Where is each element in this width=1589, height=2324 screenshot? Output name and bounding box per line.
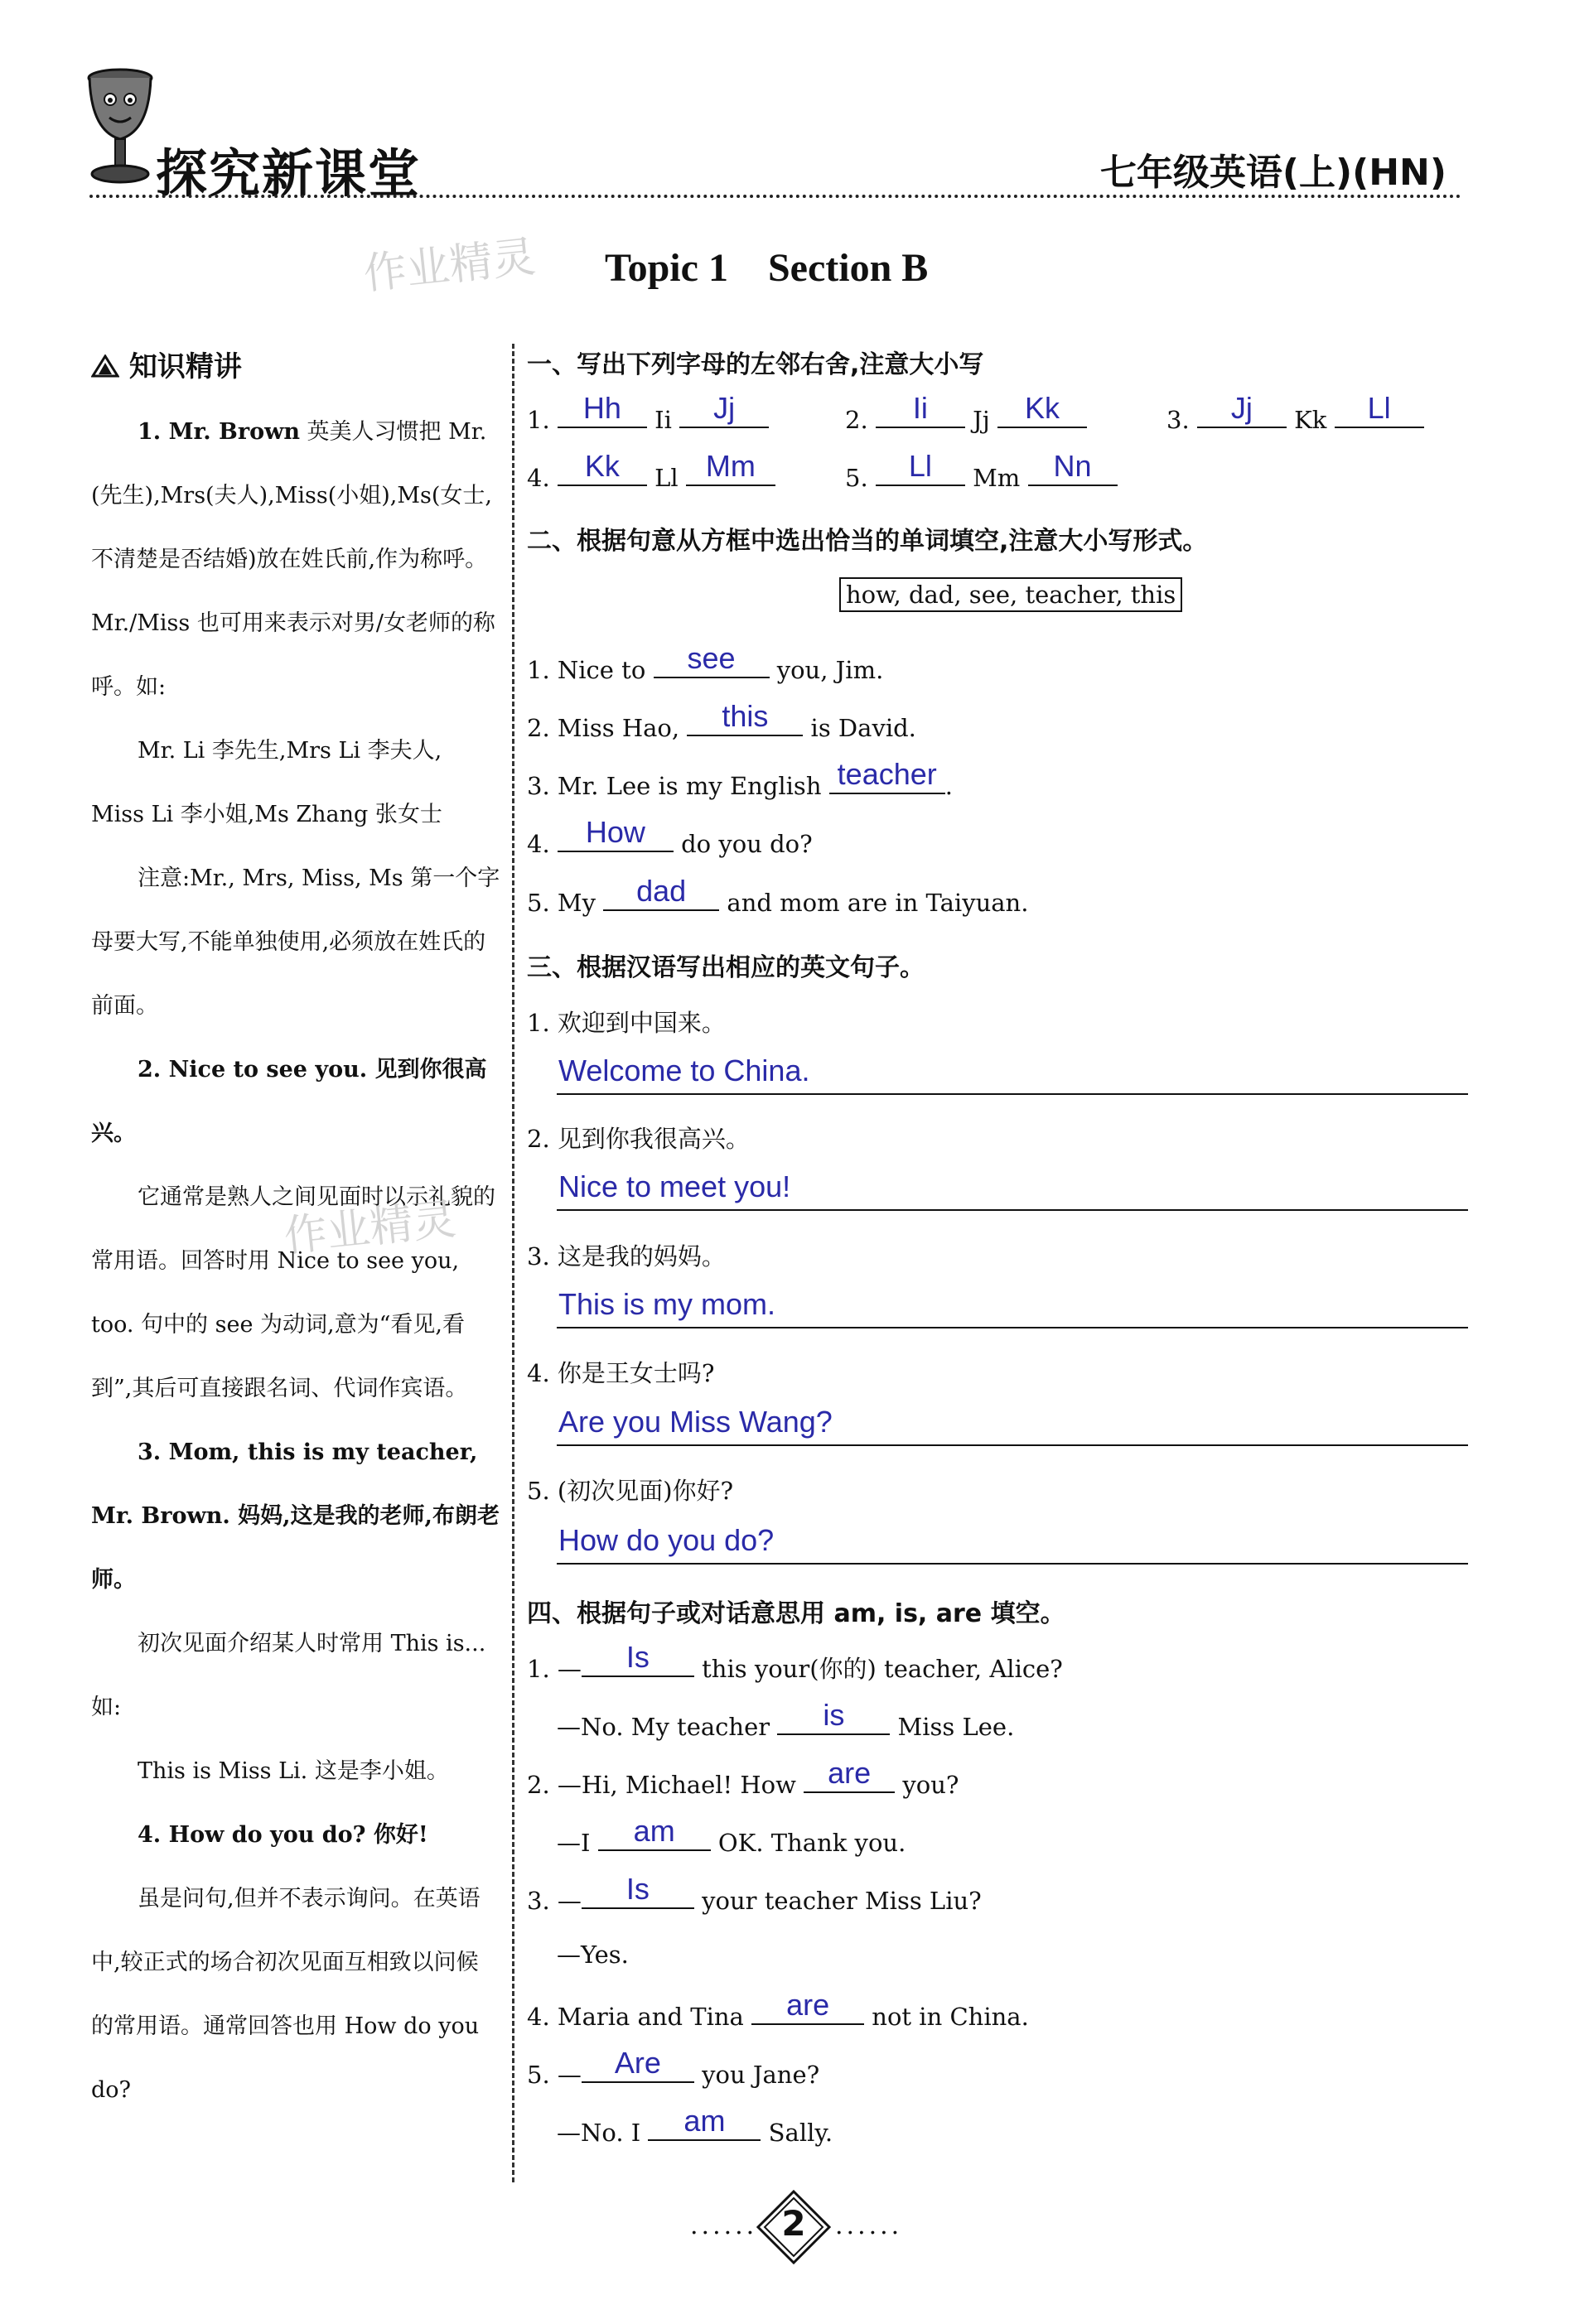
verb-q4: 4. Maria and Tina are not in China. bbox=[527, 1988, 1029, 2031]
note-4-head: 4. How do you do? 你好! bbox=[138, 1822, 428, 1848]
verb-q1: 1. — Is this your(你的) teacher, Alice? bbox=[527, 1640, 1063, 1683]
answer-blank[interactable]: How bbox=[558, 826, 674, 852]
knowledge-heading bbox=[91, 344, 242, 384]
fill-q5: 5. My dad and mom are in Taiyuan. bbox=[527, 874, 1029, 917]
translate-q2: 2. 见到你我很高兴。 bbox=[527, 1125, 750, 1153]
note-caution: 注意:Mr., Mrs, Miss, Ms 第一个字母要大写,不能单独使用,必须放在姓氏的前面。 bbox=[91, 865, 500, 1019]
example-1b: Miss Li 李小姐,Ms Zhang 张女士 bbox=[91, 802, 442, 827]
answer-blank[interactable]: Ll bbox=[1335, 402, 1424, 428]
verb-q2: 2. —Hi, Michael! How are you? bbox=[527, 1756, 959, 1799]
answer-blank[interactable]: Jj bbox=[679, 402, 769, 428]
answer-blank[interactable]: Hh bbox=[558, 402, 647, 428]
watermark-2: 作业精灵 bbox=[282, 1194, 459, 1262]
letters-q3: 3. Jj Kk Ll bbox=[1166, 402, 1424, 434]
answer-blank[interactable]: am bbox=[598, 1825, 711, 1851]
example-3: This is Miss Li. 这是李小姐。 bbox=[138, 1758, 449, 1784]
fill-q3: 3. Mr. Lee is my English teacher . bbox=[527, 757, 953, 800]
watermark: 作业精灵 bbox=[361, 232, 539, 300]
brand-title: 探究新课堂 bbox=[156, 143, 422, 204]
answer-blank[interactable]: are bbox=[751, 1999, 864, 2025]
answer-line[interactable]: Nice to meet you! bbox=[557, 1173, 1468, 1211]
trophy-logo-icon bbox=[83, 65, 157, 189]
answer-blank[interactable]: Ll bbox=[876, 460, 965, 486]
verb-q3: 3. — Is your teacher Miss Liu? bbox=[527, 1872, 982, 1915]
column-divider bbox=[512, 344, 514, 2182]
answer-line[interactable]: This is my mom. bbox=[557, 1290, 1468, 1328]
note-3-head: 3. Mom, this is my teacher, Mr. Brown. 妈妈,这是我的老师,布朗老师。 bbox=[91, 1439, 500, 1593]
translate-q3: 3. 这是我的妈妈。 bbox=[527, 1242, 726, 1270]
note-2-head: 2. Nice to see you. 见到你很高兴。 bbox=[91, 1057, 487, 1146]
page-title: Topic 1 Section B bbox=[605, 246, 929, 290]
section-1-heading: 一、写出下列字母的左邻右舍,注意大小写 bbox=[527, 350, 984, 379]
answer-blank[interactable]: Ii bbox=[876, 402, 965, 428]
page-dots-right: ...... bbox=[835, 2211, 903, 2240]
answer-blank[interactable]: is bbox=[777, 1709, 890, 1735]
example-1a: Mr. Li 李先生,Mrs Li 李夫人, bbox=[138, 738, 442, 764]
answer-blank[interactable]: teacher bbox=[829, 768, 945, 794]
page-number: 2 bbox=[781, 2203, 806, 2244]
grade-label: 七年级英语(上)(HN) bbox=[1099, 152, 1447, 194]
note-2-text: 它通常是熟人之间见面时以示礼貌的常用语。回答时用 Nice to see you, too. 句中的 see 为动词,意为“看见,看到”,其后可直接跟名词、代词作宾语。 bbox=[91, 1184, 495, 1401]
letters-q2: 2. Ii Jj Kk bbox=[845, 402, 1087, 434]
fill-q1: 1. Nice to see you, Jim. bbox=[527, 641, 884, 684]
answer-blank[interactable]: am bbox=[648, 2114, 761, 2141]
answer-blank[interactable]: this bbox=[687, 710, 803, 736]
note-1: 1. Mr. Brown 英美人习惯把 Mr.(先生),Mrs(夫人),Miss(小姐),Ms(女士,不清楚是否结婚)放在姓氏前,作为称呼。Mr./Miss 也可用来表示对男/女老师的称呼。如: bbox=[91, 419, 495, 700]
verb-q3-reply: —Yes. bbox=[557, 1941, 629, 1969]
answer-blank[interactable]: Are bbox=[582, 2056, 694, 2083]
answer-blank[interactable]: Is bbox=[582, 1883, 694, 1909]
answer-blank[interactable]: Nn bbox=[1028, 460, 1118, 486]
translate-q4: 4. 你是王女士吗? bbox=[527, 1359, 715, 1387]
letters-q1: 1. Hh Ii Jj bbox=[527, 402, 769, 434]
letters-q4: 4. Kk Ll Mm bbox=[527, 460, 775, 492]
verb-q2-reply: —I am OK. Thank you. bbox=[557, 1814, 906, 1857]
note-3-text: 初次见面介绍某人时常用 This is... 如: bbox=[91, 1631, 486, 1720]
answer-blank[interactable]: Mm bbox=[686, 460, 775, 486]
translate-q5: 5. (初次见面)你好? bbox=[527, 1477, 734, 1505]
page-dots-left: ...... bbox=[690, 2211, 758, 2240]
answer-blank[interactable]: Is bbox=[582, 1651, 694, 1677]
verb-q1-reply: —No. My teacher is Miss Lee. bbox=[557, 1698, 1015, 1741]
answer-blank[interactable]: dad bbox=[603, 885, 719, 911]
triangle-icon bbox=[91, 354, 119, 378]
answer-blank[interactable]: Kk bbox=[997, 402, 1087, 428]
section-2-heading: 二、根据句意从方框中选出恰当的单词填空,注意大小写形式。 bbox=[527, 527, 1208, 556]
answer-blank[interactable]: see bbox=[654, 652, 770, 678]
word-box: how, dad, see, teacher, this bbox=[839, 577, 1182, 612]
knowledge-heading-text: 知识精讲 bbox=[128, 350, 242, 383]
answer-blank[interactable]: Jj bbox=[1197, 402, 1287, 428]
verb-q5-reply: —No. I am Sally. bbox=[557, 2104, 833, 2147]
header-divider bbox=[89, 195, 1461, 198]
section-4-heading: 四、根据句子或对话意思用 am, is, are 填空。 bbox=[527, 1599, 1065, 1628]
answer-line[interactable]: How do you do? bbox=[557, 1526, 1468, 1565]
answer-line[interactable]: Are you Miss Wang? bbox=[557, 1408, 1468, 1446]
fill-q2: 2. Miss Hao, this is David. bbox=[527, 699, 916, 742]
note-4-text: 虽是问句,但并不表示询问。在英语中,较正式的场合初次见面互相致以问候的常用语。通常回答也用 How do you do? bbox=[91, 1886, 481, 2103]
answer-blank[interactable]: are bbox=[804, 1767, 895, 1793]
section-3-heading: 三、根据汉语写出相应的英文句子。 bbox=[527, 953, 925, 982]
fill-q4: 4. How do you do? bbox=[527, 815, 813, 858]
answer-blank[interactable]: Kk bbox=[558, 460, 647, 486]
translate-q1: 1. 欢迎到中国来。 bbox=[527, 1009, 726, 1037]
verb-q5: 5. — Are you Jane? bbox=[527, 2046, 820, 2089]
letters-q5: 5. Ll Mm Nn bbox=[845, 460, 1118, 492]
answer-line[interactable]: Welcome to China. bbox=[557, 1057, 1468, 1095]
